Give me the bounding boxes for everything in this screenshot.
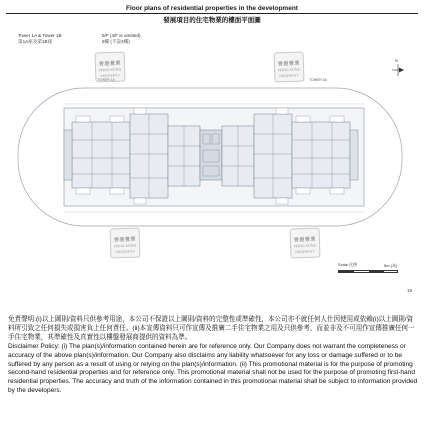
scale-bar-segment	[369, 271, 384, 272]
watermark-logo	[94, 51, 125, 82]
disclaimer	[8, 316, 418, 396]
scale-label: Scale 比例	[338, 262, 358, 267]
disclaimer-en: Disclaimer Policy: (i) The plan(s)/information contained herein are for reference only. Our Company does not warrant the completeness or accuracy of the above plan(s)/information. Our Company also disclaims any liability whatsoever for any loss or damage suffered or to be suffered by any person as a result of using or relying on the plan(s)/information. (ii) This promotional material is for the purpose of promoting second-hand residential properties and for reference only. This promotional material shall not be used for the purpose of promoting first-hand residential properties. The accuracy and truth of the information contained in this promotional material shall be subject to information provided by the developers.	[8, 342, 418, 395]
watermark-logo	[273, 51, 304, 82]
north-label: N	[395, 58, 398, 63]
floor-meta-en: 5/F (4/F is omitted)	[102, 33, 141, 38]
tower-a-label: TOWER 1A	[97, 78, 115, 82]
page-title-en: Floor plans of residential properties in the development	[126, 5, 298, 12]
watermark-text-en: HONG KONG PROPERTY	[293, 243, 317, 255]
scale-end-label: 5m (米)	[384, 263, 398, 268]
disclaimer-zh: 免責聲明:(i)以上圖則/資料只供參考用途，本公司不保證以上圖則/資料的完整性或準確性，本公司亦不就任何人仕因使用或依賴(i)以上圖則/資料所引致之任何損失或損害負上任何責任。(ii)本宣傳資料只可作宣傳及推廣二手住宅物業之用及只供參考，而並非及不可用作宣傳推廣任何一手住宅物業，其準確性及真實性以樓盤發展商提供的資料為準。	[8, 316, 415, 341]
page-number: 19	[406, 288, 412, 293]
tower-meta-en: Tower 1A & Tower 1B	[18, 33, 62, 38]
building-footprint	[64, 108, 364, 206]
floor-plan-svg	[0, 30, 424, 290]
watermark-logo	[109, 227, 140, 258]
watermark-text-en: HONG KONG PROPERTY	[113, 243, 137, 255]
north-arrow-icon	[392, 64, 404, 76]
watermark-text-zh: 香港置業	[293, 236, 316, 244]
watermark-text-zh: 香港置業	[113, 236, 136, 244]
floor-plan-drawing	[0, 30, 424, 290]
watermark-logo	[289, 227, 320, 258]
watermark-text-en: HONG KONG PROPERTY	[277, 67, 301, 79]
tower-b-label: TOWER 1B	[309, 78, 327, 82]
tower-meta-zh: 第1A座及第1B座	[18, 39, 53, 44]
page-title-zh: 發展項目的住宅物業的樓面平面圖	[163, 17, 261, 24]
watermark-text-zh: 香港置業	[277, 60, 300, 68]
scale-bar-segment	[339, 271, 354, 272]
watermark-text-zh: 香港置業	[98, 60, 121, 68]
floor-meta-zh: 5樓 (不設4樓)	[102, 39, 130, 44]
watermark-text-en: HONG KONG PROPERTY	[98, 67, 122, 79]
scale-bar	[338, 270, 398, 273]
header-rule	[6, 13, 418, 14]
